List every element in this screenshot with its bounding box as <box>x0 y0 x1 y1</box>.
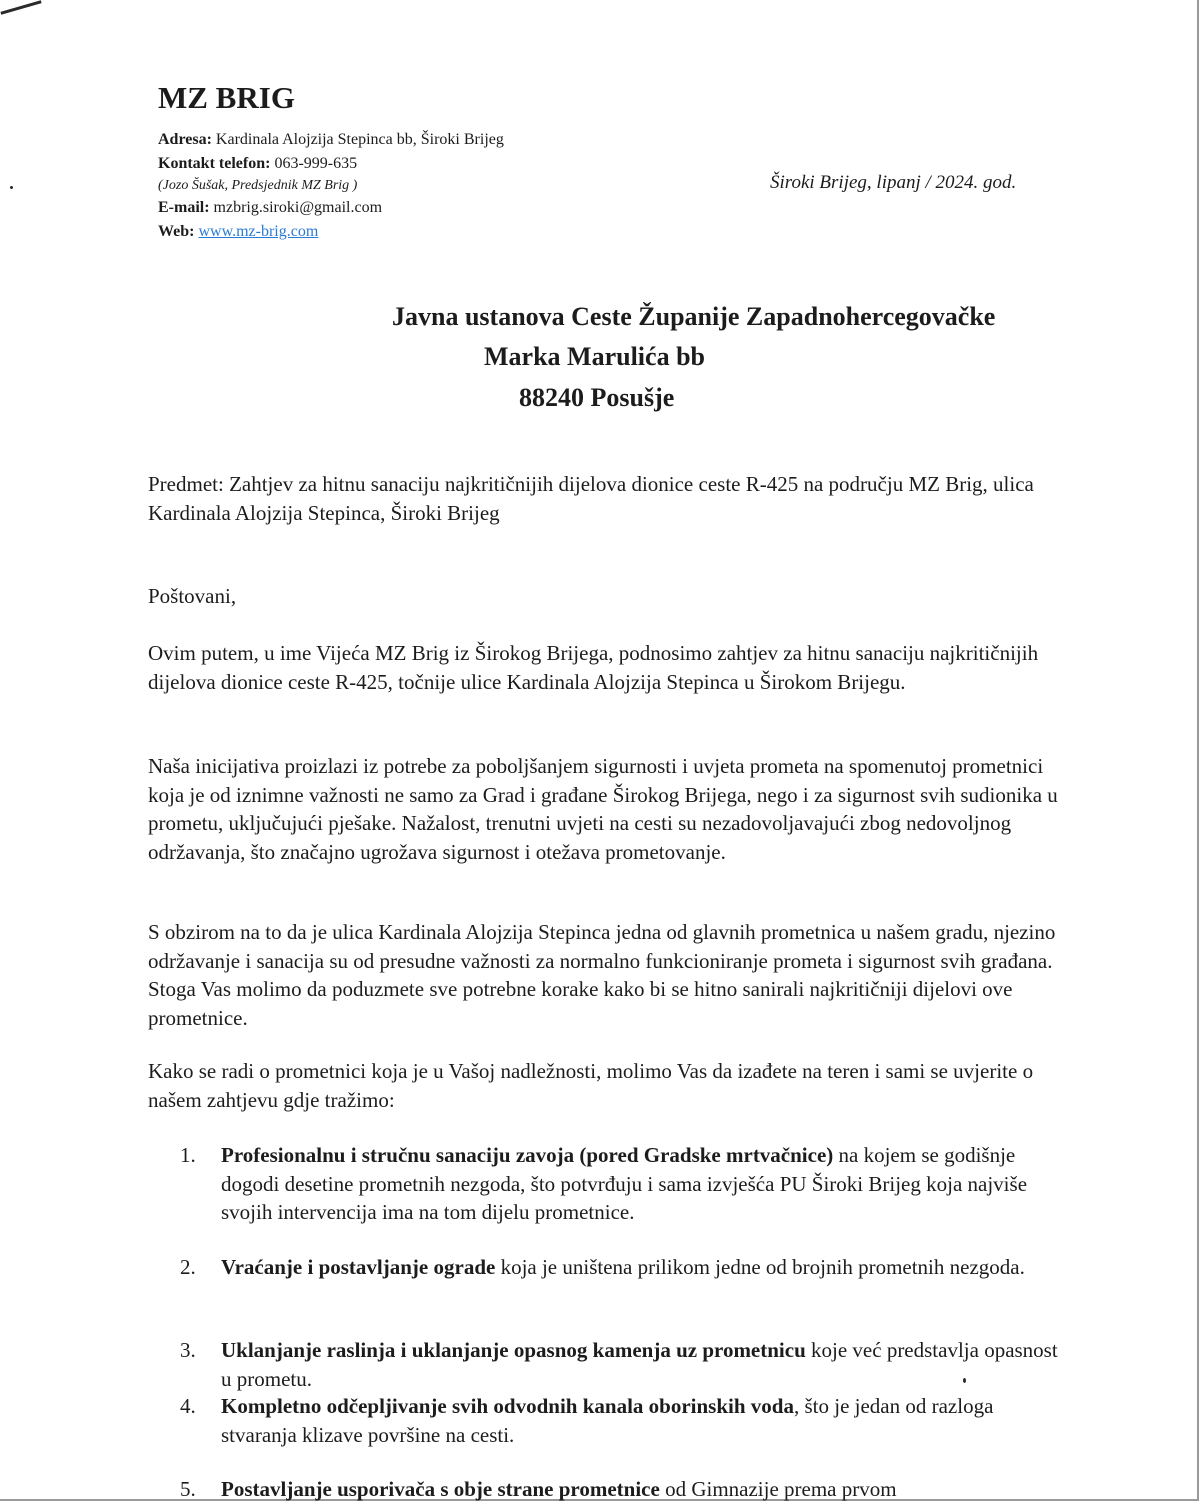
phone-label: Kontakt telefon: <box>158 155 271 172</box>
request-rest: na kojem se godišnje dogodi desetine prometnih nezgoda, što potvrđuju i sama izvješća PU Široki Brijeg koja najviše svojih intervencija ima na tom dijelu prometnice. <box>221 1143 1028 1224</box>
request-number: 5. <box>180 1477 196 1501</box>
subject-line: Predmet: Zahtjev za hitnu sanaciju najkritičnijih dijelova dionice ceste R-425 na području MZ Brig, ulica Kardinala Alojzija Stepinca, Široki Brijeg <box>148 472 1034 525</box>
paragraph-importance: S obzirom na to da je ulica Kardinala Alojzija Stepinca jedna od glavnih prometnica u našem gradu, njezino održavanje i sanacija su od presudne važnosti za normalno funkcioniranje prometa i sigurnost svih građana. Stoga Vas molimo da poduzmete sve potrebne korake kako bi se hitno sanirali najkritičniji dijelovi ove prometnice. <box>148 920 1056 1030</box>
request-rest: od Gimnazije prema prvom <box>659 1477 897 1501</box>
recipient-city: 88240 Posušje <box>519 383 675 412</box>
request-number: 4. <box>180 1394 196 1418</box>
web-row <box>158 220 504 244</box>
paragraph-intro: Ovim putem, u ime Vijeća MZ Brig iz Širokog Brijega, podnosimo zahtjev za hitnu sanaciju najkritičnijih dijelova dionice ceste R-425, točnije ulice Kardinala Alojzija Stepinca u Širokom Brijegu. <box>148 641 1039 694</box>
request-text <box>221 1392 1070 1449</box>
scan-mark-left <box>10 186 13 189</box>
phone-value: 063-999-635 <box>274 155 358 172</box>
request-text <box>221 1253 1070 1282</box>
email-row <box>158 196 504 220</box>
request-text <box>221 1336 1070 1393</box>
web-label: Web: <box>158 223 195 240</box>
request-bold: Profesionalnu i stručnu sanaciju zavoja (pored Gradske mrtvačnice) <box>221 1143 834 1167</box>
request-item-2 <box>180 1253 1070 1282</box>
address-label: Adresa: <box>158 131 212 148</box>
salutation: Poštovani, <box>148 584 237 608</box>
request-rest: koja je uništena prilikom jedne od brojnih prometnih nezgoda. <box>495 1255 1025 1279</box>
request-text <box>221 1475 1070 1504</box>
request-item-1 <box>180 1141 1070 1227</box>
request-bold: Kompletno odčepljivanje svih odvodnih kanala oborinskih voda <box>221 1394 794 1418</box>
request-rest: koje već predstavlja opasnost u prometu. <box>221 1338 1058 1391</box>
email-value: mzbrig.siroki@gmail.com <box>213 199 383 216</box>
request-item-4 <box>180 1392 1070 1449</box>
org-name: MZ BRIG <box>158 80 295 115</box>
contact-block <box>158 128 504 244</box>
place-date: Široki Brijeg, lipanj / 2024. god. <box>770 172 1017 193</box>
scan-mark-top-left <box>0 0 41 14</box>
paragraph-request-intro: Kako se radi o prometnici koja je u Vašoj nadležnosti, molimo Vas da izađete na teren i sami se uvjerite o našem zahtjevu gdje tražimo: <box>148 1059 1034 1112</box>
contact-person: (Jozo Šušak, Predsjednik MZ Brig ) <box>158 178 358 193</box>
address-row <box>158 128 504 152</box>
paragraph-initiative: Naša inicijativa proizlazi iz potrebe za poboljšanjem sigurnosti i uvjeta prometa na spomenutoj prometnici koja je od iznimne važnosti ne samo za Grad i građane Širokog Brijega, nego i za sigurnost svih sudionika u prometu, uključujući pješake. Nažalost, trenutni uvjeti na cesti su nezadovoljavajući zbog nedovoljnog održavanja, što značajno ugrožava sigurnost i otežava prometovanje. <box>148 754 1058 864</box>
address-value: Kardinala Alojzija Stepinca bb, Široki Brijeg <box>215 131 504 148</box>
request-number: 2. <box>180 1255 196 1279</box>
request-item-5 <box>180 1475 1070 1504</box>
request-bold: Postavljanje usporivača s obje strane prometnice <box>221 1477 660 1501</box>
recipient-street: Marka Marulića bb <box>484 342 705 371</box>
request-number: 3. <box>180 1338 196 1362</box>
recipient-name: Javna ustanova Ceste Županije Zapadnohercegovačke <box>392 302 996 331</box>
request-bold: Uklanjanje raslinja i uklanjanje opasnog kamenja uz prometnicu <box>221 1338 806 1362</box>
request-text <box>221 1141 1070 1227</box>
email-label: E-mail: <box>158 199 210 216</box>
request-rest: , što je jedan od razloga stvaranja klizave površine na cesti. <box>221 1394 994 1447</box>
request-number: 1. <box>180 1143 196 1167</box>
web-link[interactable]: www.mz-brig.com <box>198 223 319 240</box>
phone-row <box>158 152 504 176</box>
request-item-3 <box>180 1336 1070 1393</box>
request-bold: Vraćanje i postavljanje ograde <box>221 1255 496 1279</box>
